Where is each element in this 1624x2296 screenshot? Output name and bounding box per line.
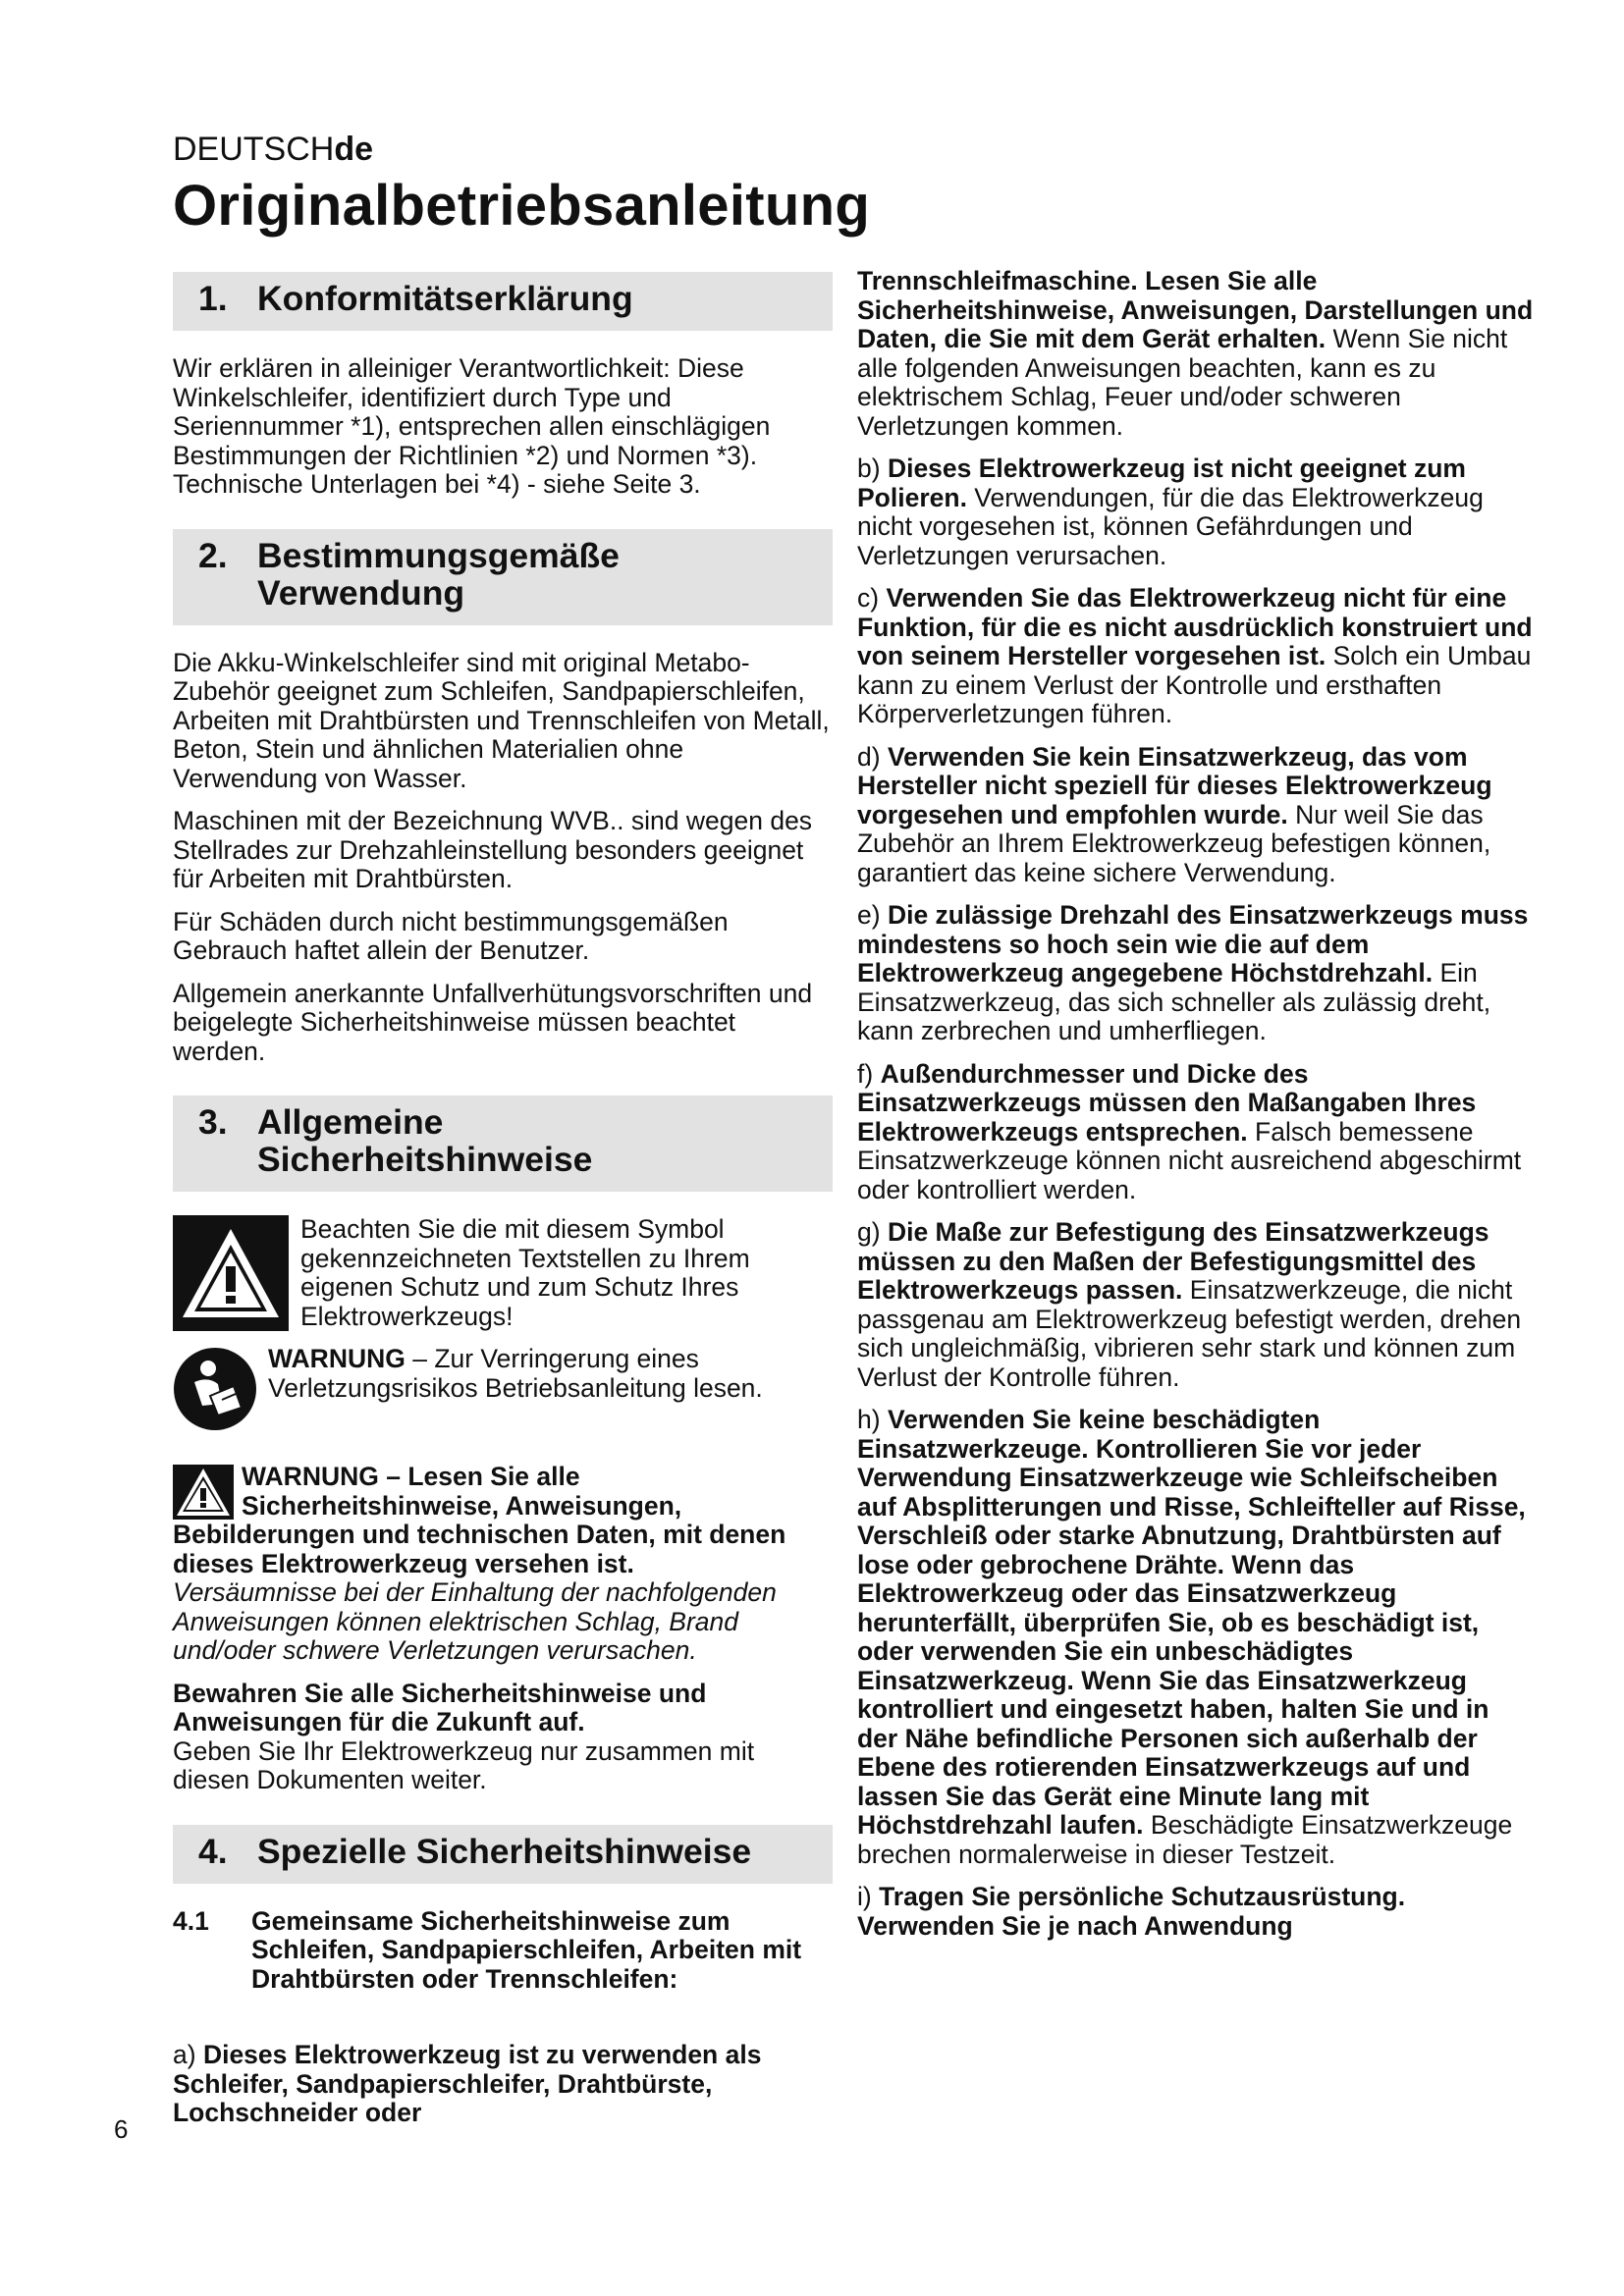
section-1-heading: 1. Konformitätserklärung <box>173 272 833 331</box>
section-2-p1: Die Akku-Winkelschleifer sind mit original Metabo-Zubehör geeignet zum Schleifen, Sandpapierschleifen, Arbeiten mit Drahtbürsten und Trennschleifen von Metall, Beton, Stein und ähnlichen Materialien ohne Verwendung von Wasser. <box>173 647 830 793</box>
warning-consequences: Versäumnisse bei der Einhaltung der nachfolgenden Anweisungen können elektrischen Schlag, Brand und/oder schwere Verletzungen verursachen. <box>173 1577 777 1665</box>
language-label: DEUTSCHde <box>173 131 374 168</box>
keep-instructions: Bewahren Sie alle Sicherheitshinweise und Anweisungen für die Zukunft auf. Geben Sie Ihr Elektrowerkzeug nur zusammen mit diesen Dokumenten weiter. <box>173 1678 755 1794</box>
item-i: i) Tragen Sie persönliche Schutzausrüstung. Verwenden Sie je nach Anwendung <box>857 1882 1406 1941</box>
item-g: g) Die Maße zur Befestigung des Einsatzwerkzeugs müssen zu den Maßen der Befestigungsmittel des Elektrowerkzeugs passen. Einsatzwerkzeuge, die nicht passgenau am Elektrowerkzeug befestigt werden, drehen sich ungleichmäßig, vibrieren sehr stark und können zum Verlust der Kontrolle führen. <box>857 1217 1522 1392</box>
warning-text: – Zur Verringerung eines Verletzungsrisikos Betriebsanleitung lesen. <box>268 1344 763 1403</box>
page-number: 6 <box>114 2114 129 2144</box>
section-1-text: Wir erklären in alleiniger Verantwortlichkeit: Diese Winkelschleifer, identifiziert durch Type und Seriennummer *1), entsprechen allen einschlägigen Bestimmungen der Richtlinien *2) und Normen *3). Technische Unterlagen bei *4) - siehe Seite 3. <box>173 353 771 499</box>
left-column <box>173 272 833 2142</box>
read-manual-icon <box>173 1347 257 1431</box>
section-3-heading: 3. Allgemeine Sicherheitshinweise <box>173 1095 833 1192</box>
item-h: h) Verwenden Sie keine beschädigten Einsatzwerkzeuge. Kontrollieren Sie vor jeder Verwendung Einsatzwerkzeuge wie Schleifscheiben auf Absplitterungen und Risse, Schleifteller auf Risse, Verschleiß oder starke Abnutzung, Drahtbürsten auf lose oder gebrochene Drähte. Wenn das Elektrowerkzeug oder das Einsatzwerkzeug herunterfällt, überprüfen Sie, ob es beschädigt ist, oder verwenden Sie ein unbeschädigtes Einsatzwerkzeug. Wenn Sie das Einsatzwerkzeug kontrolliert und eingesetzt haben, halten Sie und in der Nähe befindliche Personen sich außerhalb der Ebene des rotierenden Einsatzwerkzeugs auf und lassen Sie das Gerät eine Minute lang mit Höchstdrehzahl laufen. Beschädigte Einsatzwerkzeuge brechen normalerweise in dieser Testzeit. <box>857 1405 1526 1869</box>
warning-all-instructions: WARNUNG – Lesen Sie alle Sicherheitshinweise, Anweisungen, Bebilderungen und technischen Daten, mit denen dieses Elektrowerkzeug versehen ist. Versäumnisse bei der Einhaltung der nachfolgenden Anweisungen können elektrischen Schlag, Brand und/oder schwere Verletzungen verursachen. <box>173 1462 786 1665</box>
section-4-heading: 4. Spezielle Sicherheitshinweise <box>173 1825 833 1884</box>
symbol-notice <box>173 1215 833 1331</box>
item-c: c) Verwenden Sie das Elektrowerkzeug nicht für eine Funktion, für die es nicht ausdrücklich konstruiert und von seinem Hersteller vorgesehen ist. Solch ein Umbau kann zu einem Verlust der Kontrolle und ersthaften Körperverletzungen führen. <box>857 583 1533 728</box>
section-2-heading: 2. Bestimmungsgemäße Verwendung <box>173 529 833 625</box>
item-d: d) Verwenden Sie kein Einsatzwerkzeug, das vom Hersteller nicht speziell für dieses Elektrowerkzeug vorgesehen und empfohlen wurde. Nur weil Sie das Zubehör an Ihrem Elektrowerkzeug befestigen können, garantiert das keine sichere Verwendung. <box>857 741 1492 887</box>
section-2-p4: Allgemein anerkannte Unfallverhütungsvorschriften und beigelegte Sicherheitshinweise müssen beachtet werden. <box>173 978 813 1066</box>
right-column <box>857 267 1535 1954</box>
warning-triangle-icon <box>173 1215 289 1331</box>
symbol-notice-text: Beachten Sie die mit diesem Symbol gekennzeichneten Textstellen zu Ihrem eigenen Schutz und zum Schutz Ihres Elektrowerkzeugs! <box>300 1214 750 1331</box>
page-title: Originalbetriebsanleitung <box>173 174 871 238</box>
item-b: b) Dieses Elektrowerkzeug ist nicht geeignet zum Polieren. Verwendungen, für die das Elektrowerkzeug nicht vorgesehen ist, können Gefährdungen und Verletzungen verursachen. <box>857 454 1484 570</box>
section-2-p3: Für Schäden durch nicht bestimmungsgemäßen Gebrauch haftet allein der Benutzer. <box>173 906 729 965</box>
section-2-p2: Maschinen mit der Bezeichnung WVB.. sind wegen des Stellrades zur Drehzahleinstellung besonders geeignet für Arbeiten mit Drahtbürsten. <box>173 806 813 893</box>
warning-triangle-icon <box>173 1465 234 1520</box>
subsection-4-1-heading: 4.1 Gemeinsame Sicherheitshinweise zum Schleifen, Sandpapierschleifen, Arbeiten mit Drahtbürsten oder Trennschleifen: <box>173 1905 802 1994</box>
read-manual-notice <box>173 1345 833 1433</box>
item-a-continued: Trennschleifmaschine. Lesen Sie alle Sicherheitshinweise, Anweisungen, Darstellungen und Daten, die Sie mit dem Gerät erhalten. Wenn Sie nicht alle folgenden Anweisungen beachten, kann es zu elektrischem Schlag, Feuer und/oder schweren Verletzungen kommen. <box>857 266 1534 441</box>
item-a: a) Dieses Elektrowerkzeug ist zu verwenden als Schleifer, Sandpapierschleifer, Drahtbürste, Lochschneider oder <box>173 2040 762 2127</box>
item-f: f) Außendurchmesser und Dicke des Einsatzwerkzeugs müssen den Maßangaben Ihres Elektrowerkzeugs entsprechen. Falsch bemessene Einsatzwerkzeuge können nicht ausreichend abgeschirmt oder kontrolliert werden. <box>857 1058 1522 1204</box>
item-e: e) Die zulässige Drehzahl des Einsatzwerkzeugs muss mindestens so hoch sein wie die auf dem Elektrowerkzeug angegebene Höchstdrehzahl. Ein Einsatzwerkzeug, das sich schneller als zulässig dreht, kann zerbrechen und umherfliegen. <box>857 900 1529 1045</box>
warning-label: WARNUNG <box>268 1344 406 1373</box>
